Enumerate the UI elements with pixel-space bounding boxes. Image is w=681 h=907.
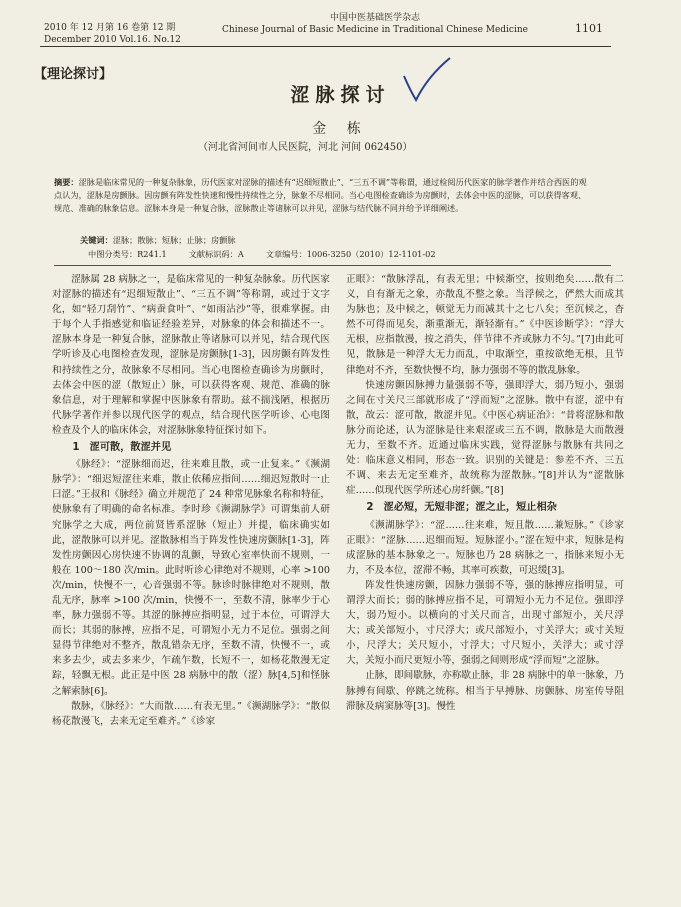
right-column xyxy=(346,272,624,714)
meta-rule xyxy=(54,265,611,266)
section-heading-2: 2 涩必短，无短非涩；涩之止，短止相杂 xyxy=(366,502,557,514)
body-paragraph: 涩脉属 28 病脉之一，是临床常见的一种复杂脉象。历代医家对涩脉的描述有“迟细短散止”、“三五不调”等称谓，或过于文字化，如“轻刀刮竹”、“病蚕食叶”、“如雨沾沙”等，很难掌握。由于每个人手指感觉和临证经验差异，对脉象的体会和描述不一。涩脉本身是一种复合脉，涩脉散止等诸脉可以并见，结合现代医学听诊及心电图检查发现，涩脉是房颤脉[1-3]，因房颤有阵发性和持续性之分，故脉象不尽相同。当心电图检查确诊为房颤时，去体会中医的涩（散短止）脉，可以获得客观、规范、准确的脉象信息，对于理解和掌握中医脉象有帮助。兹不揣浅陋，根据历代脉学著作并参以现代医学的观点，结合现代医学听诊、心电图检查及个人的临床体会，对涩脉脉象特征探讨如下。 xyxy=(52,274,330,436)
issue-info xyxy=(44,22,181,46)
keywords-text: 涩脉；散脉；短脉；止脉；房颤脉 xyxy=(112,235,236,245)
abstract-text: 涩脉是临床常见的一种复杂脉象，历代医家对涩脉的描述有“迟细短散止”、“三五不调”等称谓，通过检阅历代医家的脉学著作并结合西医的观点认为，涩脉是房颤脉。因房颤有阵发性快速和慢性持续性之分，脉象不尽相同。当心电图检查确诊为房颤时，去体会中医的涩脉，可以获得客观、规范、准确的脉象信息。涩脉本身是一种复合脉，涩脉散止等诸脉可以并见，涩脉与结代脉不同并给予详细阐述。 xyxy=(54,177,587,213)
keywords-label: 关键词： xyxy=(80,235,113,245)
section-tag: 【理论探讨】 xyxy=(34,67,113,82)
body-paragraph: 散脉，《脉经》：“大而散……有表无里。”《濒湖脉学》：“散似杨花散漫飞，去来无定至难齐。”《诊家 xyxy=(52,700,330,727)
section-heading-1: 1 涩可散，散涩并见 xyxy=(72,442,172,454)
abstract-label: 摘要： xyxy=(54,177,79,187)
journal-cn: 中国中医基础医学杂志 xyxy=(329,13,420,23)
journal-name xyxy=(210,12,540,36)
issue-en: December 2010 Vol.16. No.12 xyxy=(44,35,181,45)
article-author: 金 栋 xyxy=(312,121,369,137)
journal-en: Chinese Journal of Basic Medicine in Traditional Chinese Medicine xyxy=(222,25,528,35)
body-paragraph: 《脉经》：“涩脉细而迟，往来难且散，或一止复来。”《濒湖脉学》：“细迟短涩往来难，散止依稀应指间……细迟短散时一止曰涩。”王叔和《脉经》确立并规范了 24 种常见脉象名称和特征，使脉象有了明确的命名标准。李时珍《濒湖脉学》可谓集前人研究脉学之大成，两位前贤皆系涩脉（短止）并提，临床确实如此，涩散脉可以并见。涩散脉相当于阵发性快速房颤脉[1-3]，阵发性房颤因心房快速不协调的乱颤，导致心室率快而不规则，一般在 100～180 次/min。此时听诊心律绝对不规则，心率 >100 次/min，快慢不一，心音强弱不等。脉诊时脉律绝对不规则，散乱无序，脉率 >100 次/min，快慢不一，至数不清，脉率少于心率，脉力强弱不等。其涩的脉搏应指明显，过于本位，可谓浮大而长；其弱的脉搏，应指不足，可谓短小无力不足位。强弱之间显得节律绝对不整齐，散乱错杂无序，至数不清，快慢不一，或来多去少，或去多来少，乍疏乍数，长短不一，如杨花散漫无定踪，轻飘无根。此正是中医 28 病脉中的散（涩）脉[4,5]和怪脉之解索脉[6]。 xyxy=(52,459,330,697)
clc-number: 中图分类号：R241.1 xyxy=(88,249,167,259)
article-number: 文章编号：1006-3250（2010）12-1101-02 xyxy=(265,249,436,259)
body-paragraph: 阵发性快速房颤，因脉力强弱不等，强的脉搏应指明显，可谓浮大而长；弱的脉搏应指不足，可谓短小无力不足位。强即浮大，弱乃短小。以横向的寸关尺而言，出现寸部短小，关尺浮大；或关部短小，寸尺浮大；或尺部短小，寸关浮大；或寸关短小，尺浮大；关尺短小，寸浮大；寸尺短小，关浮大；或寸浮大，关短小而尺更短小等，强弱之间则形成“浮而短”之涩脉。 xyxy=(346,579,624,667)
header-rule xyxy=(40,46,611,47)
body-paragraph: 快速房颤因脉搏力量强弱不等，强即浮大，弱乃短小，强弱之间在寸关尺三部就形成了“浮而短”之涩脉。散中有涩，涩中有散，故云：涩可散，散涩并见。《中医心病证治》：“昔将涩脉和散脉分而论述，认为涩脉是往来艰涩或三五不调，散脉是大而散漫无力，至数不齐。近通过临床实践，觉得涩脉与散脉有共同之处：临床意义相同，形态一致。识别的关键是：参差不齐、三五不调、来去无定至难齐，故统称为涩散脉。”[8]并认为“涩散脉症……似现代医学所述心房纤颤。”[8] xyxy=(346,379,624,497)
author-affiliation: （河北省河间市人民医院，河北 河间 062450） xyxy=(198,142,413,153)
body-paragraph: 正眼》：“散脉浮乱，有表无里；中候渐空，按则绝矣……散有二义，自有渐无之象，亦散乱不整之象。当浮候之，俨然大而成其为脉也；及中候之，顿觉无力而减其十之七八矣；至沉候之，杳然不可得而见矣，渐重渐无，渐轻渐有。”《中医诊断学》：“浮大无根，应指散漫，按之消失，伴节律不齐或脉力不匀。”[7]由此可见，散脉是一种浮大无力而乱，中取渐空，重按欲绝无根，且节律绝对不齐，至数快慢不均，脉力强弱不等的散乱脉象。 xyxy=(346,274,624,376)
body-paragraph: 止脉，即间歇脉，亦称歇止脉，非 28 病脉中的单一脉象，乃脉搏有间歇、停跳之统称。相当于早搏脉、房颤脉、房室传导阻滞脉及病窦脉等[3]。慢性 xyxy=(346,670,624,712)
body-paragraph: 《濒湖脉学》：“涩……往来难，短且散……兼短脉。”《诊家正眼》：“涩脉……迟细而短。短脉涩小。”涩在短中求，短脉是构成涩脉的基本脉象之一。短脉也乃 28 病脉之一，指脉来短小无力，不及本位，涩滞不畅，其率可疾数，可迟缓[3]。 xyxy=(346,519,624,576)
article-meta xyxy=(88,249,436,260)
abstract xyxy=(54,176,594,215)
article-title: 涩脉探讨 xyxy=(290,84,391,106)
page-number: 1101 xyxy=(575,22,603,35)
document-code: 文献标识码：A xyxy=(188,249,244,259)
issue-cn: 2010 年 12 月第 16 卷第 12 期 xyxy=(44,23,176,33)
keywords xyxy=(80,235,236,246)
left-column xyxy=(52,272,330,729)
handwritten-check-mark xyxy=(398,56,454,102)
